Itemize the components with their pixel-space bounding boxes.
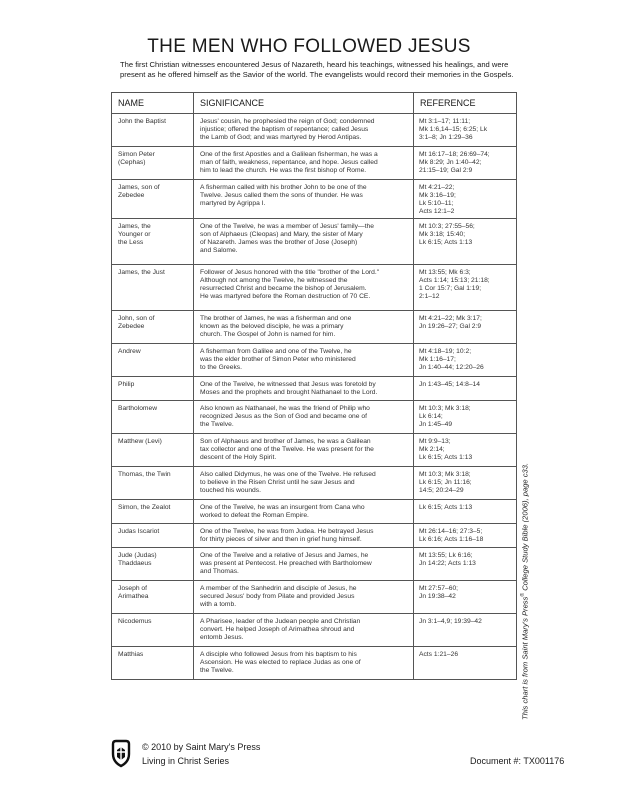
table-row [112, 647, 517, 680]
cell-name [112, 377, 194, 401]
cell-reference [414, 434, 517, 467]
cell-reference-line: Lk 6:16; Acts 1:16–18 [419, 536, 484, 544]
cell-significance-line: recognized Jesus as the Son of God and became one of [200, 413, 367, 421]
cell-significance-line: Also called Didymus, he was one of the Twelve. He refused [200, 471, 376, 478]
followers-table [111, 92, 517, 680]
cell-significance-line: One of the first Apostles and a Galilean fisherman, he was a [200, 151, 378, 158]
cell-significance-line: resurrected Christ and became the bishop of Jerusalem. [200, 285, 367, 293]
cell-significance-line: tax collector and one of the Twelve. He was present for the [200, 446, 374, 454]
cell-significance-line: Moses and the prophets and brought Nathanael to the Lord. [200, 389, 378, 397]
cell-reference-line: Jn 1:43–45; 14:8–14 [419, 381, 480, 388]
cell-reference [414, 311, 517, 344]
cell-significance-line: martyred by Agrippa I. [200, 200, 266, 208]
cell-significance-line: convert. He helped Joseph of Arimathea shroud and [200, 626, 355, 634]
table-row [112, 500, 517, 524]
cell-name-line: Matthias [118, 651, 144, 658]
cell-significance-line: and Thomas. [200, 568, 239, 576]
cell-significance-line: the Twelve. [200, 667, 234, 675]
table-body [112, 114, 517, 680]
cell-reference [414, 344, 517, 377]
cell-reference-line: Jn 3:1–4,9; 19:39–42 [419, 618, 482, 625]
page-title: THE MEN WHO FOLLOWED JESUS [147, 36, 471, 57]
cell-significance-line: man of faith, weakness, repentance, and hope. Jesus called [200, 159, 378, 167]
intro-paragraph: The first Christian witnesses encountered Jesus of Nazareth, heard his teachings, witnessed his healings, and were present as he offered himself as the Savior of the world. The evangelists would record their memories in the Gospels. [120, 60, 514, 79]
cell-name-line: John the Baptist [118, 118, 166, 125]
cell-significance [194, 114, 414, 147]
cell-reference-line: Acts 12:1–2 [419, 208, 455, 216]
cell-reference-line: Mk 3:18; 15:40; [419, 231, 466, 239]
cell-significance-line: with a tomb. [200, 601, 237, 609]
cell-significance-line: One of the Twelve, he was a member of Jesus' family—the [200, 223, 374, 230]
cell-significance-line: worked to defeat the Roman Empire. [200, 512, 309, 520]
side-note-after: College Study Bible (2006), page c33. [520, 462, 530, 593]
side-note-wrapper [510, 360, 530, 720]
cell-significance-line: A member of the Sanhedrin and disciple of Jesus, he [200, 585, 357, 592]
cell-significance-line: A disciple who followed Jesus from his baptism to his [200, 651, 357, 658]
cell-name-line: Zebedee [118, 192, 145, 200]
cell-significance-line: A Pharisee, leader of the Judean people and Christian [200, 618, 361, 625]
cell-reference-line: Mk 2:14; [419, 446, 445, 454]
table-row [112, 581, 517, 614]
table-row [112, 147, 517, 180]
cell-name [112, 219, 194, 265]
cell-reference-line: Mk 1:6,14–15; 6:25; Lk [419, 126, 488, 134]
cell-name-line: James, the Just [118, 269, 165, 276]
cell-significance-line: The brother of James, he was a fisherman and one [200, 315, 352, 322]
cell-significance-line: the Twelve. [200, 421, 234, 429]
cell-name [112, 467, 194, 500]
cell-reference-line: Acts 1:21–26 [419, 651, 459, 658]
cell-name-line: Bartholomew [118, 405, 158, 412]
cell-significance [194, 467, 414, 500]
cell-reference [414, 614, 517, 647]
cell-significance-line: One of the Twelve, he witnessed that Jesus was foretold by [200, 381, 376, 388]
cell-significance-line: secured Jesus' body from Pilate and provided Jesus [200, 593, 355, 601]
cell-name-line: Younger or [118, 231, 151, 239]
table-row [112, 180, 517, 219]
cell-reference-line: Mk 1:16–17; [419, 356, 456, 364]
cell-name-line: the Less [118, 239, 144, 247]
cell-reference [414, 467, 517, 500]
cell-significance-line: One of the Twelve, he was from Judea. He betrayed Jesus [200, 528, 374, 535]
cell-significance [194, 614, 414, 647]
cell-name [112, 614, 194, 647]
cell-reference [414, 377, 517, 401]
cell-reference [414, 265, 517, 311]
cell-name-line: Joseph of [118, 585, 147, 592]
cell-significance-line: Twelve. Jesus called them the sons of thunder. He was [200, 192, 363, 200]
footer-document-number: Document #: TX001176 [470, 756, 565, 766]
cell-reference-line: 2:1–12 [419, 293, 440, 301]
side-note [520, 360, 530, 720]
cell-name [112, 147, 194, 180]
cell-reference-line: Mt 3:1–17; 11:11; [419, 118, 471, 125]
cell-name-line: Nicodemus [118, 618, 152, 625]
cell-name [112, 265, 194, 311]
cell-reference [414, 524, 517, 548]
cell-reference-line: Mt 13:55; Mk 6:3; [419, 269, 471, 276]
cell-significance-line: church. The Gospel of John is named for him. [200, 331, 336, 339]
table-row [112, 434, 517, 467]
cell-name-line: Jude (Judas) [118, 552, 157, 559]
cell-reference-line: Mt 9:9–13; [419, 438, 451, 445]
table-row [112, 377, 517, 401]
cell-significance-line: for thirty pieces of silver and then in grief hung himself. [200, 536, 362, 544]
cell-significance-line: to believe in the Risen Christ until he saw Jesus and [200, 479, 355, 487]
cell-reference-line: Lk 5:10–11; [419, 200, 454, 208]
cell-significance-line: of Nazareth. James was the brother of Jose (Joseph) [200, 239, 358, 247]
header-significance: SIGNIFICANCE [194, 93, 414, 114]
cell-reference-line: Acts 1:14; 15:13; 21:18; [419, 277, 490, 285]
cell-significance-line: was present at Pentecost. He preached with Bartholomew [200, 560, 372, 568]
cell-reference [414, 180, 517, 219]
cell-reference-line: Mt 4:21–22; [419, 184, 455, 191]
table-row [112, 311, 517, 344]
cell-reference-line: Lk 6:15; Jn 11:16; [419, 479, 472, 487]
cell-significance [194, 147, 414, 180]
cell-name [112, 524, 194, 548]
cell-reference-line: Mt 13:55; Lk 6:16; [419, 552, 473, 559]
cell-reference [414, 581, 517, 614]
cell-name [112, 311, 194, 344]
cell-reference-line: Jn 19:38–42 [419, 593, 456, 601]
cell-reference-line: 21:15–19; Gal 2:9 [419, 167, 473, 175]
cell-name-line: James, son of [118, 184, 160, 191]
cell-reference-line: Mt 26:14–16; 27:3–5; [419, 528, 483, 535]
cell-name-line: Thomas, the Twin [118, 471, 171, 478]
cell-name-line: John, son of [118, 315, 155, 322]
cell-name [112, 581, 194, 614]
cell-significance-line: descent of the Holy Spirit. [200, 454, 277, 462]
cell-reference-line: Mt 4:21–22; Mk 3:17; [419, 315, 482, 322]
cell-significance-line: touched his wounds. [200, 487, 261, 495]
cell-reference-line: 1 Cor 15:7; Gal 1:19; [419, 285, 482, 293]
cell-significance-line: Although not among the Twelve, he witnessed the [200, 277, 348, 285]
cell-significance-line: to the Greeks. [200, 364, 243, 372]
cell-significance-line: entomb Jesus. [200, 634, 244, 642]
cell-significance-line: him to lead the church. He was the first bishop of Rome. [200, 167, 367, 175]
cell-significance [194, 548, 414, 581]
table-row [112, 548, 517, 581]
cell-reference-line: 14:5; 20:24–29 [419, 487, 464, 495]
side-note-registered: ® [520, 592, 526, 597]
cell-significance-line: He was martyred before the Roman destruction of 70 CE. [200, 293, 371, 301]
cell-reference-line: Lk 6:15; Acts 1:13 [419, 239, 473, 247]
cell-name-line: Judas Iscariot [118, 528, 160, 535]
cell-name-line: Andrew [118, 348, 141, 355]
table-header-row [112, 93, 517, 114]
side-note-publisher: Saint Mary's Press [520, 596, 530, 660]
cell-significance [194, 311, 414, 344]
cell-significance-line: Jesus' cousin, he prophesied the reign of God; condemned [200, 118, 375, 125]
saint-marys-press-logo-icon [110, 738, 132, 768]
cell-reference [414, 500, 517, 524]
cell-name-line: Arimathea [118, 593, 149, 601]
cell-name-line: Simon, the Zealot [118, 504, 171, 511]
cell-reference-line: Mk 8:29; Jn 1:40–42; [419, 159, 482, 167]
cell-significance-line: son of Alphaeus (Cleopas) and Mary, the sister of Mary [200, 231, 363, 239]
cell-significance-line: One of the Twelve, he was an insurgent from Cana who [200, 504, 365, 511]
cell-reference-line: 3:1–8; Jn 1:29–36 [419, 134, 473, 142]
table-row [112, 265, 517, 311]
cell-significance [194, 344, 414, 377]
cell-significance-line: Ascension. He was elected to replace Judas as one of [200, 659, 361, 667]
cell-significance-line: A fisherman from Galilee and one of the Twelve, he [200, 348, 352, 355]
cell-name [112, 180, 194, 219]
cell-significance [194, 524, 414, 548]
cell-significance [194, 401, 414, 434]
cell-reference-line: Lk 6:15; Acts 1:13 [419, 504, 473, 511]
cell-significance [194, 647, 414, 680]
cell-significance [194, 581, 414, 614]
cell-significance-line: Follower of Jesus honored with the title "brother of the Lord." [200, 269, 380, 276]
cell-reference-line: Jn 19:26–27; Gal 2:9 [419, 323, 482, 331]
cell-significance [194, 180, 414, 219]
cell-significance [194, 434, 414, 467]
cell-significance [194, 377, 414, 401]
cell-significance [194, 265, 414, 311]
header-name: NAME [112, 93, 194, 114]
table-row [112, 401, 517, 434]
cell-reference [414, 219, 517, 265]
cell-name-line: James, the [118, 223, 151, 230]
cell-reference-line: Jn 1:40–44; 12:20–26 [419, 364, 484, 372]
table-row [112, 219, 517, 265]
cell-name-line: Thaddaeus [118, 560, 152, 568]
table-row [112, 524, 517, 548]
cell-significance-line: A fisherman called with his brother John to be one of the [200, 184, 367, 191]
cell-significance-line: known as the beloved disciple, he was a primary [200, 323, 344, 331]
table-row [112, 114, 517, 147]
cell-reference-line: Lk 6:15; Acts 1:13 [419, 454, 473, 462]
cell-reference [414, 401, 517, 434]
cell-significance-line: was the elder brother of Simon Peter who ministered [200, 356, 356, 364]
cell-reference [414, 114, 517, 147]
cell-reference [414, 147, 517, 180]
cell-name-line: Zebedee [118, 323, 145, 331]
table-row [112, 467, 517, 500]
cell-significance-line: the Lamb of God; and was martyred by Herod Antipas. [200, 134, 362, 142]
cell-name [112, 401, 194, 434]
table-row [112, 344, 517, 377]
cell-name [112, 647, 194, 680]
cell-reference-line: Mt 10:3; Mk 3:18; [419, 471, 471, 478]
cell-significance-line: Also known as Nathanael, he was the friend of Philip who [200, 405, 370, 412]
cell-significance [194, 500, 414, 524]
cell-reference-line: Jn 14:22; Acts 1:13 [419, 560, 476, 568]
cell-significance-line: and Salome. [200, 247, 238, 255]
table-row [112, 614, 517, 647]
footer-copyright: © 2010 by Saint Mary's Press [142, 742, 261, 752]
cell-reference-line: Mk 3:16–19; [419, 192, 456, 200]
cell-reference-line: Lk 6:14; [419, 413, 443, 421]
cell-reference-line: Jn 1:45–49 [419, 421, 453, 429]
cell-name [112, 434, 194, 467]
side-note-before: This chart is from [520, 659, 530, 720]
cell-reference-line: Mt 16:17–18; 26:69–74; [419, 151, 490, 158]
cell-name [112, 114, 194, 147]
cell-significance-line: Son of Alphaeus and brother of James, he was a Galilean [200, 438, 371, 445]
cell-name [112, 344, 194, 377]
cell-reference-line: Mt 4:18–19; 10:2; [419, 348, 472, 355]
cell-name-line: Matthew (Levi) [118, 438, 162, 445]
cell-significance-line: injustice; offered the baptism of repentance; called Jesus [200, 126, 369, 134]
cell-reference-line: Mt 10:3; 27:55–56; [419, 223, 475, 230]
header-reference: REFERENCE [414, 93, 517, 114]
cell-name-line: Philip [118, 381, 135, 388]
cell-name-line: Simon Peter [118, 151, 155, 158]
cell-reference [414, 548, 517, 581]
cell-reference-line: Mt 10:3; Mk 3:18; [419, 405, 471, 412]
cell-name-line: (Cephas) [118, 159, 146, 167]
cell-reference-line: Mt 27:57–60; [419, 585, 459, 592]
cell-significance-line: One of the Twelve and a relative of Jesus and James, he [200, 552, 369, 559]
cell-name [112, 500, 194, 524]
cell-significance [194, 219, 414, 265]
cell-reference [414, 647, 517, 680]
footer-series: Living in Christ Series [142, 756, 230, 766]
cell-name [112, 548, 194, 581]
